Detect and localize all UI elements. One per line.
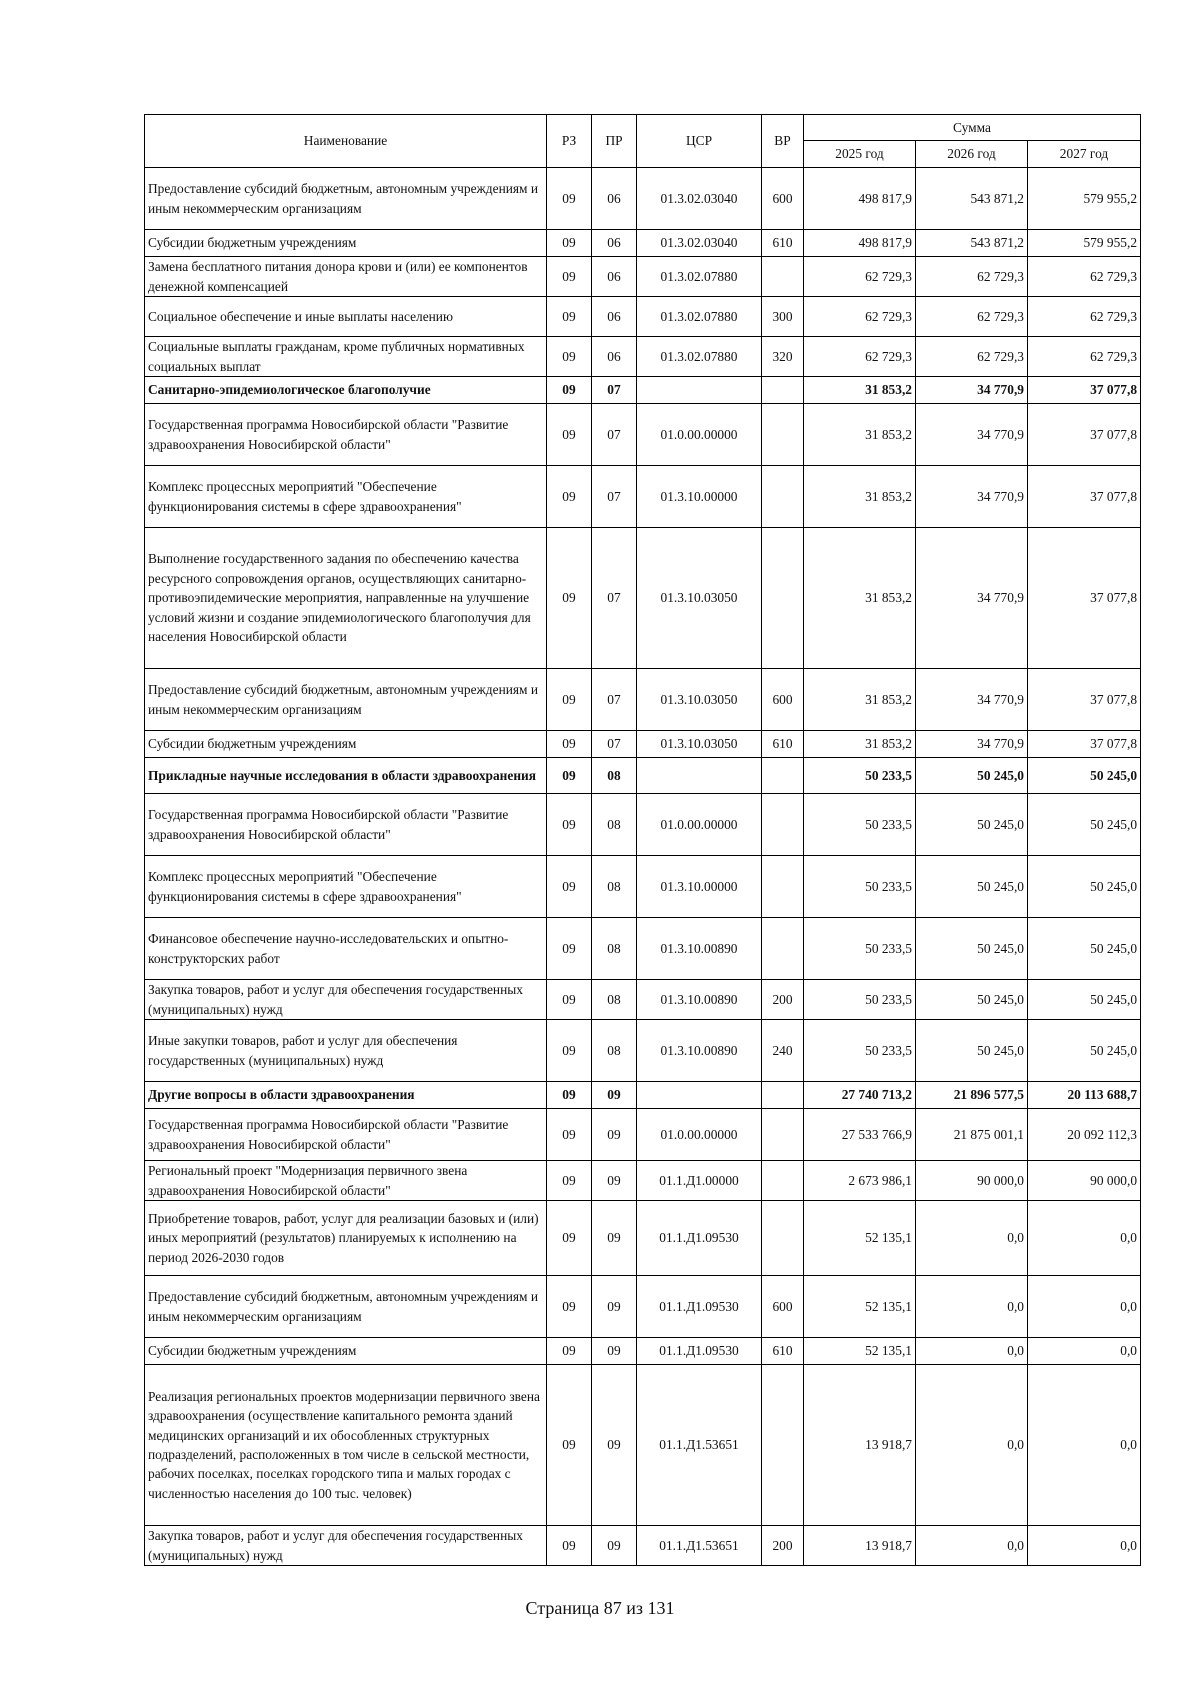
cell-rz: 09 [547,758,592,794]
cell-csr: 01.3.02.07880 [637,297,762,337]
cell-rz: 09 [547,230,592,257]
cell-amount-2025: 31 853,2 [804,669,916,731]
cell-amount-2026: 50 245,0 [916,856,1028,918]
table-row [145,758,1141,794]
cell-amount-2025: 31 853,2 [804,528,916,669]
table-header [145,115,1141,168]
cell-pr: 08 [592,758,637,794]
cell-csr [637,377,762,404]
table-row [145,337,1141,377]
cell-vr: 240 [762,1020,804,1082]
cell-amount-2025: 62 729,3 [804,297,916,337]
cell-amount-2027: 50 245,0 [1028,758,1141,794]
table-row [145,1161,1141,1201]
cell-vr [762,758,804,794]
cell-name: Замена бесплатного питания донора крови и (или) ее компонентов денежной компенсацией [145,257,547,297]
cell-amount-2027: 50 245,0 [1028,794,1141,856]
cell-amount-2027: 37 077,8 [1028,377,1141,404]
cell-rz: 09 [547,168,592,230]
cell-csr [637,1082,762,1109]
cell-vr [762,1365,804,1526]
cell-name: Прикладные научные исследования в области здравоохранения [145,758,547,794]
cell-amount-2026: 62 729,3 [916,297,1028,337]
cell-csr: 01.3.10.03050 [637,528,762,669]
cell-amount-2026: 50 245,0 [916,758,1028,794]
cell-vr [762,918,804,980]
cell-amount-2027: 0,0 [1028,1338,1141,1365]
cell-rz: 09 [547,1161,592,1201]
cell-pr: 09 [592,1365,637,1526]
cell-amount-2026: 34 770,9 [916,528,1028,669]
cell-name: Социальное обеспечение и иные выплаты населению [145,297,547,337]
cell-name: Государственная программа Новосибирской области "Развитие здравоохранения Новосибирской области" [145,1109,547,1161]
cell-amount-2027: 37 077,8 [1028,404,1141,466]
cell-csr: 01.3.10.00000 [637,856,762,918]
table-row [145,1020,1141,1082]
cell-amount-2025: 62 729,3 [804,337,916,377]
table-row [145,377,1141,404]
header-name: Наименование [145,115,547,168]
cell-vr [762,404,804,466]
budget-sheet [144,114,1140,1566]
cell-amount-2025: 13 918,7 [804,1365,916,1526]
cell-name: Приобретение товаров, работ, услуг для реализации базовых и (или) иных мероприятий (результатов) планируемых к исполнению на период 2026-2030 годов [145,1201,547,1276]
cell-amount-2025: 50 233,5 [804,980,916,1020]
cell-amount-2027: 0,0 [1028,1201,1141,1276]
cell-rz: 09 [547,1082,592,1109]
cell-name: Выполнение государственного задания по обеспечению качества ресурсного сопровождения органов, осуществляющих санитарно-противоэпидемические мероприятия, направленные на улучшение условий жизни и создание эпидемиологического благополучия для населения Новосибирской области [145,528,547,669]
table-row [145,230,1141,257]
cell-rz: 09 [547,1276,592,1338]
cell-pr: 06 [592,230,637,257]
cell-csr: 01.1.Д1.09530 [637,1201,762,1276]
cell-amount-2027: 50 245,0 [1028,980,1141,1020]
cell-vr: 600 [762,669,804,731]
cell-amount-2027: 37 077,8 [1028,466,1141,528]
cell-amount-2027: 0,0 [1028,1365,1141,1526]
cell-amount-2026: 34 770,9 [916,731,1028,758]
cell-amount-2026: 50 245,0 [916,980,1028,1020]
cell-name: Предоставление субсидий бюджетным, автономным учреждениям и иным некоммерческим организациям [145,669,547,731]
cell-rz: 09 [547,466,592,528]
cell-amount-2026: 50 245,0 [916,794,1028,856]
cell-name: Субсидии бюджетным учреждениям [145,230,547,257]
cell-csr: 01.3.02.03040 [637,230,762,257]
cell-amount-2026: 62 729,3 [916,337,1028,377]
cell-csr: 01.3.02.07880 [637,257,762,297]
cell-vr: 300 [762,297,804,337]
header-csr: ЦСР [637,115,762,168]
cell-pr: 07 [592,731,637,758]
cell-rz: 09 [547,980,592,1020]
cell-amount-2027: 37 077,8 [1028,528,1141,669]
cell-amount-2027: 50 245,0 [1028,1020,1141,1082]
cell-pr: 08 [592,856,637,918]
cell-amount-2027: 50 245,0 [1028,918,1141,980]
cell-amount-2025: 2 673 986,1 [804,1161,916,1201]
table-row [145,1082,1141,1109]
table-row [145,1338,1141,1365]
cell-pr: 07 [592,404,637,466]
cell-pr: 06 [592,168,637,230]
cell-name: Государственная программа Новосибирской области "Развитие здравоохранения Новосибирской области" [145,794,547,856]
cell-pr: 08 [592,1020,637,1082]
cell-rz: 09 [547,918,592,980]
cell-pr: 08 [592,794,637,856]
cell-csr [637,758,762,794]
cell-rz: 09 [547,337,592,377]
cell-pr: 07 [592,528,637,669]
cell-pr: 09 [592,1526,637,1566]
cell-vr [762,1161,804,1201]
cell-amount-2027: 37 077,8 [1028,669,1141,731]
cell-amount-2025: 27 533 766,9 [804,1109,916,1161]
cell-vr: 200 [762,980,804,1020]
cell-amount-2027: 62 729,3 [1028,257,1141,297]
cell-amount-2026: 90 000,0 [916,1161,1028,1201]
table-row [145,669,1141,731]
cell-csr: 01.1.Д1.09530 [637,1338,762,1365]
cell-amount-2026: 50 245,0 [916,918,1028,980]
cell-name: Региональный проект "Модернизация первичного звена здравоохранения Новосибирской области" [145,1161,547,1201]
cell-rz: 09 [547,528,592,669]
header-pr: ПР [592,115,637,168]
table-row [145,1276,1141,1338]
cell-pr: 09 [592,1161,637,1201]
table-row [145,980,1141,1020]
cell-rz: 09 [547,794,592,856]
cell-amount-2027: 62 729,3 [1028,337,1141,377]
cell-amount-2027: 0,0 [1028,1526,1141,1566]
cell-amount-2027: 20 113 688,7 [1028,1082,1141,1109]
cell-amount-2026: 0,0 [916,1526,1028,1566]
cell-pr: 07 [592,377,637,404]
cell-csr: 01.3.10.00890 [637,918,762,980]
cell-amount-2025: 31 853,2 [804,466,916,528]
cell-amount-2025: 27 740 713,2 [804,1082,916,1109]
cell-vr [762,466,804,528]
cell-rz: 09 [547,1365,592,1526]
cell-pr: 06 [592,337,637,377]
cell-amount-2025: 13 918,7 [804,1526,916,1566]
cell-amount-2025: 50 233,5 [804,918,916,980]
header-sum: Сумма [804,115,1141,141]
budget-table [144,114,1141,1566]
table-row [145,918,1141,980]
cell-vr: 610 [762,230,804,257]
cell-amount-2025: 31 853,2 [804,404,916,466]
cell-csr: 01.1.Д1.00000 [637,1161,762,1201]
cell-name: Комплекс процессных мероприятий "Обеспечение функционирования системы в сфере здравоохранения" [145,856,547,918]
cell-vr: 600 [762,1276,804,1338]
cell-csr: 01.0.00.00000 [637,404,762,466]
table-row [145,794,1141,856]
cell-csr: 01.3.10.00890 [637,980,762,1020]
cell-rz: 09 [547,1020,592,1082]
cell-amount-2026: 0,0 [916,1276,1028,1338]
table-row [145,1365,1141,1526]
cell-amount-2026: 0,0 [916,1338,1028,1365]
cell-name: Государственная программа Новосибирской области "Развитие здравоохранения Новосибирской области" [145,404,547,466]
cell-amount-2025: 52 135,1 [804,1338,916,1365]
table-row [145,168,1141,230]
cell-name: Субсидии бюджетным учреждениям [145,731,547,758]
cell-name: Комплекс процессных мероприятий "Обеспечение функционирования системы в сфере здравоохранения" [145,466,547,528]
cell-csr: 01.3.02.07880 [637,337,762,377]
cell-vr [762,257,804,297]
cell-amount-2027: 20 092 112,3 [1028,1109,1141,1161]
cell-amount-2025: 52 135,1 [804,1201,916,1276]
cell-vr [762,528,804,669]
cell-amount-2026: 34 770,9 [916,404,1028,466]
cell-vr [762,794,804,856]
cell-amount-2025: 50 233,5 [804,856,916,918]
cell-amount-2026: 0,0 [916,1201,1028,1276]
cell-csr: 01.1.Д1.09530 [637,1276,762,1338]
cell-rz: 09 [547,669,592,731]
cell-pr: 06 [592,257,637,297]
cell-vr [762,1109,804,1161]
table-row [145,1201,1141,1276]
cell-amount-2026: 34 770,9 [916,466,1028,528]
cell-amount-2027: 37 077,8 [1028,731,1141,758]
header-year-2025: 2025 год [804,141,916,168]
header-year-2026: 2026 год [916,141,1028,168]
cell-amount-2026: 543 871,2 [916,230,1028,257]
cell-vr [762,856,804,918]
cell-amount-2025: 52 135,1 [804,1276,916,1338]
cell-amount-2025: 62 729,3 [804,257,916,297]
cell-name: Финансовое обеспечение научно-исследовательских и опытно-конструкторских работ [145,918,547,980]
cell-rz: 09 [547,1338,592,1365]
cell-amount-2026: 21 896 577,5 [916,1082,1028,1109]
cell-rz: 09 [547,404,592,466]
cell-pr: 07 [592,466,637,528]
cell-name: Социальные выплаты гражданам, кроме публичных нормативных социальных выплат [145,337,547,377]
cell-pr: 09 [592,1201,637,1276]
table-row [145,1526,1141,1566]
table-row [145,731,1141,758]
table-row [145,297,1141,337]
cell-csr: 01.3.02.03040 [637,168,762,230]
cell-csr: 01.3.10.00890 [637,1020,762,1082]
cell-vr: 200 [762,1526,804,1566]
cell-pr: 09 [592,1276,637,1338]
page-number: Страница 87 из 131 [525,1598,675,1618]
cell-rz: 09 [547,377,592,404]
table-row [145,528,1141,669]
cell-amount-2026: 50 245,0 [916,1020,1028,1082]
cell-pr: 08 [592,980,637,1020]
cell-vr: 610 [762,731,804,758]
cell-pr: 08 [592,918,637,980]
cell-amount-2025: 498 817,9 [804,230,916,257]
cell-amount-2025: 498 817,9 [804,168,916,230]
cell-amount-2026: 34 770,9 [916,669,1028,731]
cell-rz: 09 [547,257,592,297]
cell-pr: 07 [592,669,637,731]
cell-rz: 09 [547,856,592,918]
cell-vr [762,1082,804,1109]
cell-pr: 09 [592,1338,637,1365]
cell-amount-2026: 543 871,2 [916,168,1028,230]
cell-amount-2027: 579 955,2 [1028,168,1141,230]
cell-amount-2027: 90 000,0 [1028,1161,1141,1201]
cell-name: Другие вопросы в области здравоохранения [145,1082,547,1109]
cell-amount-2025: 50 233,5 [804,794,916,856]
cell-amount-2025: 50 233,5 [804,1020,916,1082]
cell-vr: 610 [762,1338,804,1365]
cell-name: Предоставление субсидий бюджетным, автономным учреждениям и иным некоммерческим организациям [145,168,547,230]
cell-vr: 320 [762,337,804,377]
header-vr: ВР [762,115,804,168]
cell-csr: 01.3.10.03050 [637,731,762,758]
cell-name: Реализация региональных проектов модернизации первичного звена здравоохранения (осуществление капитального ремонта зданий медицинских организаций и их обособленных структурных подразделений, расположенных в том числе в сельской местности, рабочих поселках, поселках городского типа и малых городах с численностью населения до 100 тыс. человек) [145,1365,547,1526]
cell-vr [762,377,804,404]
cell-pr: 09 [592,1109,637,1161]
cell-csr: 01.3.10.00000 [637,466,762,528]
cell-name: Предоставление субсидий бюджетным, автономным учреждениям и иным некоммерческим организациям [145,1276,547,1338]
cell-name: Субсидии бюджетным учреждениям [145,1338,547,1365]
cell-rz: 09 [547,731,592,758]
cell-pr: 06 [592,297,637,337]
cell-csr: 01.3.10.03050 [637,669,762,731]
cell-amount-2025: 50 233,5 [804,758,916,794]
cell-csr: 01.0.00.00000 [637,794,762,856]
cell-amount-2026: 21 875 001,1 [916,1109,1028,1161]
cell-amount-2026: 34 770,9 [916,377,1028,404]
table-row [145,257,1141,297]
cell-amount-2026: 62 729,3 [916,257,1028,297]
cell-amount-2027: 50 245,0 [1028,856,1141,918]
cell-vr [762,1201,804,1276]
cell-amount-2025: 31 853,2 [804,377,916,404]
cell-amount-2025: 31 853,2 [804,731,916,758]
cell-rz: 09 [547,297,592,337]
cell-amount-2027: 579 955,2 [1028,230,1141,257]
cell-name: Санитарно-эпидемиологическое благополучие [145,377,547,404]
cell-rz: 09 [547,1526,592,1566]
cell-vr: 600 [762,168,804,230]
header-rz: РЗ [547,115,592,168]
header-year-2027: 2027 год [1028,141,1141,168]
cell-name: Закупка товаров, работ и услуг для обеспечения государственных (муниципальных) нужд [145,1526,547,1566]
table-body [145,168,1141,1566]
table-row [145,404,1141,466]
cell-csr: 01.0.00.00000 [637,1109,762,1161]
cell-amount-2027: 0,0 [1028,1276,1141,1338]
cell-rz: 09 [547,1109,592,1161]
cell-name: Закупка товаров, работ и услуг для обеспечения государственных (муниципальных) нужд [145,980,547,1020]
cell-name: Иные закупки товаров, работ и услуг для обеспечения государственных (муниципальных) нужд [145,1020,547,1082]
cell-pr: 09 [592,1082,637,1109]
table-row [145,856,1141,918]
table-row [145,466,1141,528]
table-row [145,1109,1141,1161]
cell-amount-2026: 0,0 [916,1365,1028,1526]
cell-amount-2027: 62 729,3 [1028,297,1141,337]
cell-csr: 01.1.Д1.53651 [637,1365,762,1526]
cell-csr: 01.1.Д1.53651 [637,1526,762,1566]
cell-rz: 09 [547,1201,592,1276]
